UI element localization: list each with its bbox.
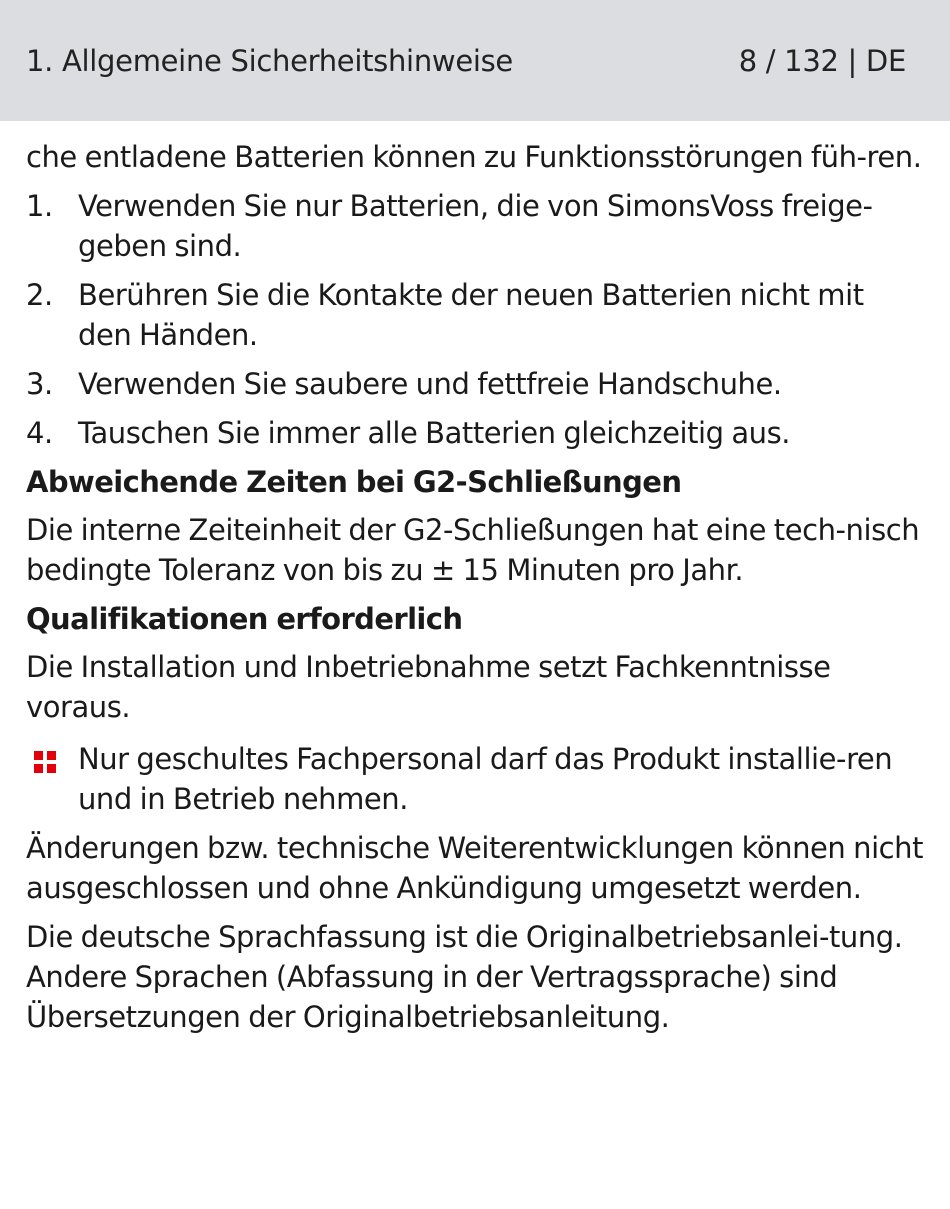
step-number: 1. <box>26 189 53 223</box>
qualification-paragraph: Die Installation und Inbetriebnahme setzt Fachkenntnisse voraus. <box>26 650 831 724</box>
intro-paragraph: che entladene Batterien können zu Funktionsstörungen füh-ren. <box>26 140 922 174</box>
battery-steps-list <box>26 186 924 453</box>
qualification-heading: Qualifikationen erforderlich <box>26 602 463 636</box>
step-text: Berühren Sie die Kontakte der neuen Batterien nicht mit den Händen. <box>78 278 864 352</box>
language-paragraph: Die deutsche Sprachfassung ist die Originalbetriebsanlei-tung. Andere Sprachen (Abfassung in der Vertragssprache) sind Übersetzungen der Originalbetriebsanleitung. <box>26 920 903 1034</box>
red-square-grid-icon <box>26 739 78 819</box>
bullet-text: Nur geschultes Fachpersonal darf das Produkt installie-ren und in Betrieb nehmen. <box>78 742 893 816</box>
list-item <box>26 413 924 453</box>
g2-paragraph: Die interne Zeiteinheit der G2-Schließungen hat eine tech-nisch bedingte Toleranz von bis zu ± 15 Minuten pro Jahr. <box>26 513 920 587</box>
list-item <box>26 275 924 355</box>
step-text: Verwenden Sie nur Batterien, die von SimonsVoss freige-geben sind. <box>78 189 873 263</box>
document-body <box>0 121 950 1037</box>
page-indicator: 8 / 132 | DE <box>738 43 906 78</box>
list-item <box>26 364 924 404</box>
changes-paragraph: Änderungen bzw. technische Weiterentwicklungen können nicht ausgeschlossen und ohne Ankündigung umgesetzt werden. <box>26 831 924 905</box>
step-text: Verwenden Sie saubere und fettfreie Handschuhe. <box>78 367 782 401</box>
list-item <box>26 739 924 819</box>
list-item <box>26 186 924 266</box>
section-title: 1. Allgemeine Sicherheitshinweise <box>26 43 513 78</box>
step-number: 4. <box>26 416 53 450</box>
step-text: Tauschen Sie immer alle Batterien gleichzeitig aus. <box>78 416 791 450</box>
page-header <box>0 0 950 121</box>
step-number: 2. <box>26 278 53 312</box>
g2-heading: Abweichende Zeiten bei G2-Schließungen <box>26 465 682 499</box>
qualification-bullet-list <box>26 739 924 819</box>
step-number: 3. <box>26 367 53 401</box>
